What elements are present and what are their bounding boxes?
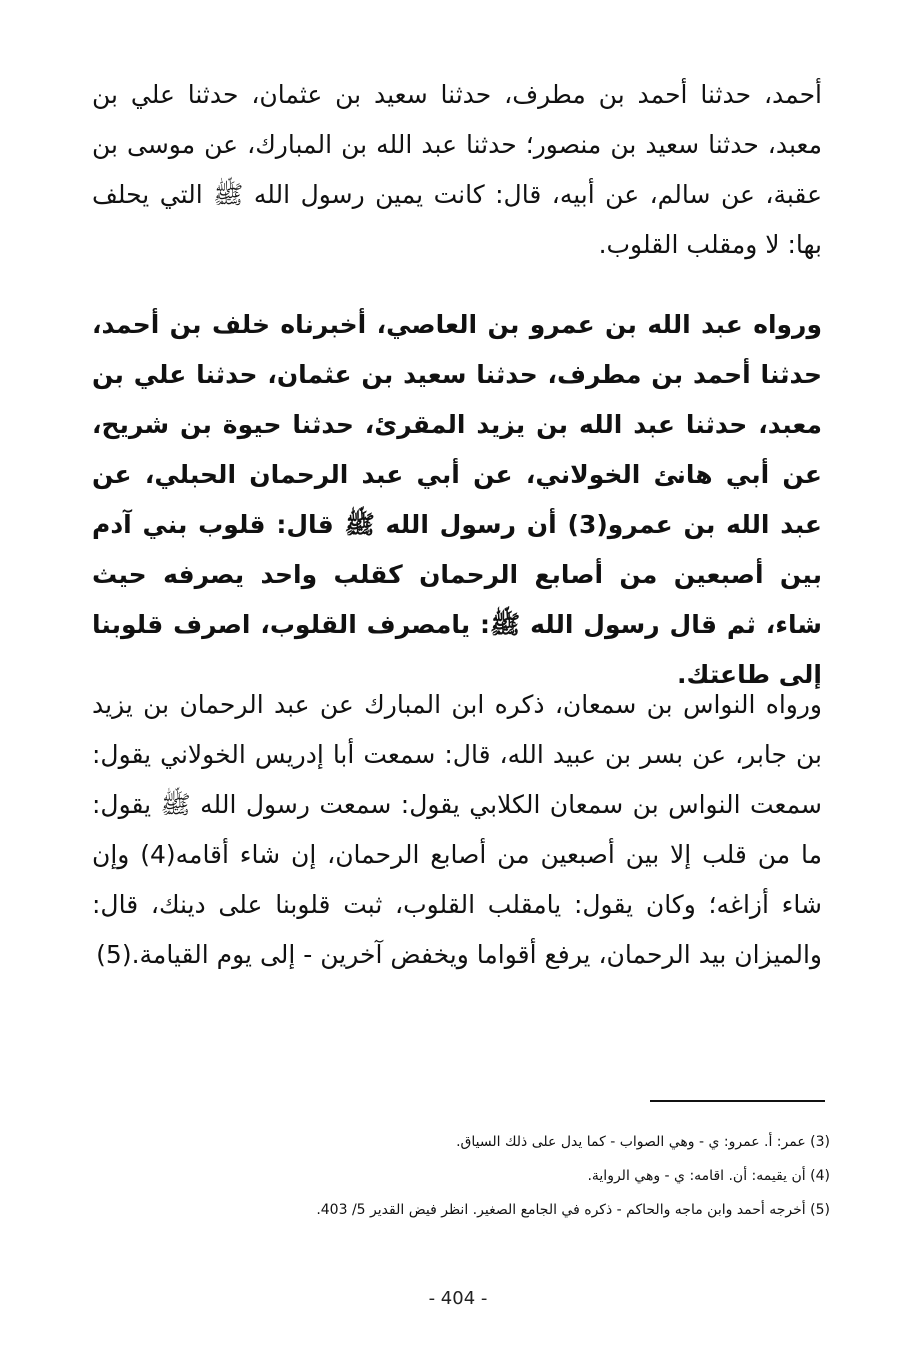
footnote-5: (5) أخرجه أحمد وابن ماجه والحاكم - ذكره في الجامع الصغير. انظر فيض القدير 5/ 403. [316,1202,830,1218]
footnotes [180,1125,830,1227]
page-number: - 404 - [428,1288,488,1309]
footnote-4: (4) أن يقيمه: أن. اقامه: ي - وهي الرواية. [587,1168,830,1184]
footnote-separator [650,1100,825,1102]
footnote-3: (3) عمر: أ. عمرو: ي - وهي الصواب - كما يدل على ذلك السياق. [456,1134,830,1150]
paragraph-2: ورواه عبد الله بن عمرو بن العاصي، أخبرناه خلف بن أحمد، حدثنا أحمد بن مطرف، حدثنا سعيد بن عثمان، حدثنا علي بن معبد، حدثنا عبد الله بن يزيد المقرئ، حدثنا حيوة بن شريح، عن أبي هانئ الخولاني، عن أبي عبد الرحمان الحبلي، عن عبد الله بن عمرو(3) أن رسول الله ﷺ قال: قلوب بني آدم بين أصبعين من أصابع الرحمان كقلب واحد يصرفه حيث شاء، ثم قال رسول الله ﷺ: يامصرف القلوب، اصرف قلوبنا إلى طاعتك. [92,310,822,689]
paragraph-1: أحمد، حدثنا أحمد بن مطرف، حدثنا سعيد بن عثمان، حدثنا علي بن معبد، حدثنا سعيد بن منصور؛ حدثنا عبد الله بن المبارك، عن موسى بن عقبة، عن سالم، عن أبيه، قال: كانت يمين رسول الله ﷺ التي يحلف بها: لا ومقلب القلوب. [92,80,822,259]
paragraph-3: ورواه النواس بن سمعان، ذكره ابن المبارك عن عبد الرحمان بن يزيد بن جابر، عن بسر بن عبيد الله، قال: سمعت أبا إدريس الخولاني يقول: سمعت النواس بن سمعان الكلابي يقول: سمعت رسول الله ﷺ يقول: ما من قلب إلا بين أصبعين من أصابع الرحمان، إن شاء أقامه(4) وإن شاء أزاغه؛ وكان يقول: يامقلب القلوب، ثبت قلوبنا على دينك، قال: والميزان بيد الرحمان، يرفع أقواما ويخفض آخرين - إلى يوم القيامة.(5) [92,690,822,969]
